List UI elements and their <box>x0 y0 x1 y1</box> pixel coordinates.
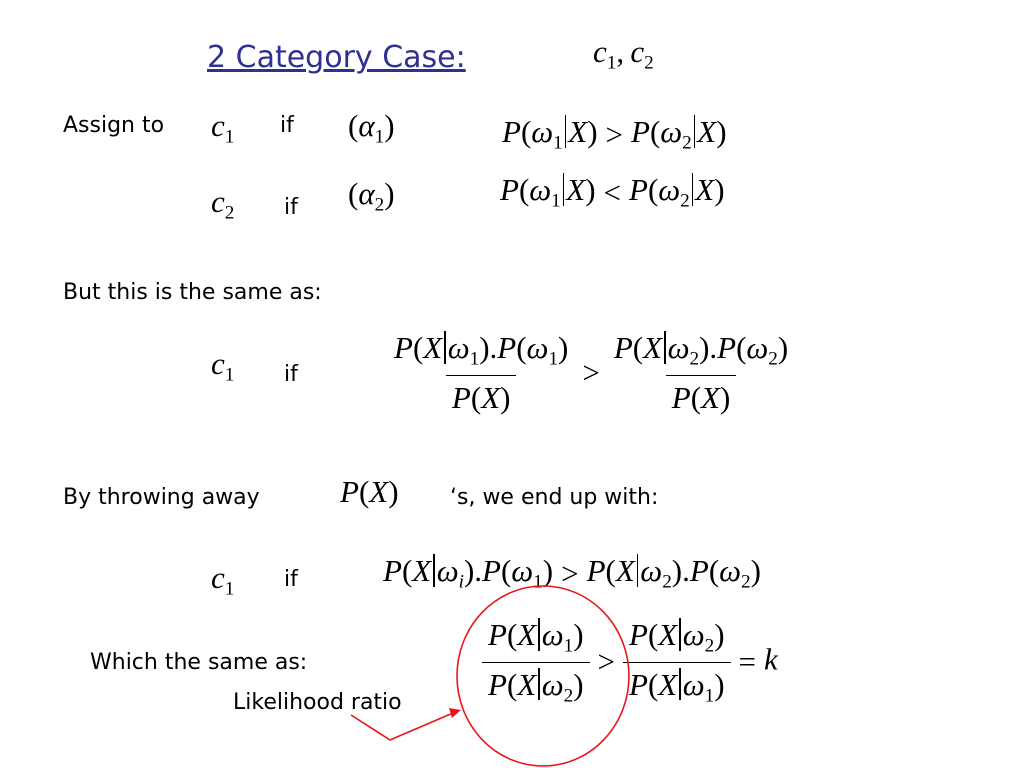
bayes-comparison-formula: $\frac{P(X \omega_1).P(\omega_1)}{P(X)}$ > $\frac{P(X \omega_2).P(\omega_2)}{P(X)}$ <box>394 330 789 415</box>
but-same-label: But this is the same as: <box>63 280 322 305</box>
alpha1-formula: $(\alpha_1)$ <box>348 108 395 148</box>
posterior-gt-formula: $P(\omega_1$ $X) > P(\omega_2$ X) <box>502 114 727 154</box>
c1-symbol-row4: $c_1$ <box>211 560 235 600</box>
annotation-arrowhead <box>449 708 461 718</box>
evidence-px-formula: P(X) <box>340 474 399 509</box>
category-set-formula: $c_1$, $c_2$ <box>593 34 654 74</box>
annotation-arrow <box>351 713 453 740</box>
posterior-lt-formula: $P(\omega_1$ $X) < P(\omega_2$ X) <box>500 172 725 212</box>
c1-symbol-row3: $c_1$ <box>211 346 235 386</box>
if-label-row2: if <box>284 195 298 220</box>
if-label-row1: if <box>280 113 294 138</box>
slide-title: 2 Category Case: <box>207 40 466 75</box>
joint-comparison-formula: P(X $\omega_i).P(\omega_1) > P(X$ $\omega_2).P(\omega_2)$ <box>383 553 761 593</box>
alpha2-formula: $(\alpha_2)$ <box>348 176 395 216</box>
likelihood-ratio-fraction: $\frac{P(X \omega_1)}{P(X \omega_2)}$ <box>482 617 590 707</box>
likelihood-ratio-label: Likelihood ratio <box>233 690 402 715</box>
threshold-fraction: $\frac{P(X \omega_2)}{P(X \omega_1)}$ <box>623 617 731 707</box>
which-same-label: Which the same as: <box>90 650 308 675</box>
by-throwing-label: By throwing away <box>63 485 260 510</box>
c1-symbol-row1: $c_1$ <box>211 108 235 148</box>
assign-to-label: Assign to <box>63 113 165 138</box>
c2-symbol-row2: $c_2$ <box>211 184 235 224</box>
if-label-row3: if <box>284 362 298 387</box>
end-up-label: ‘s, we end up with: <box>450 485 659 510</box>
likelihood-ratio-formula: $\frac{P(X \omega_1)}{P(X \omega_2)}$ > $\frac{P(X \omega_2)}{P(X \omega_1)}$ = k <box>482 617 778 707</box>
if-label-row4: if <box>284 567 298 592</box>
